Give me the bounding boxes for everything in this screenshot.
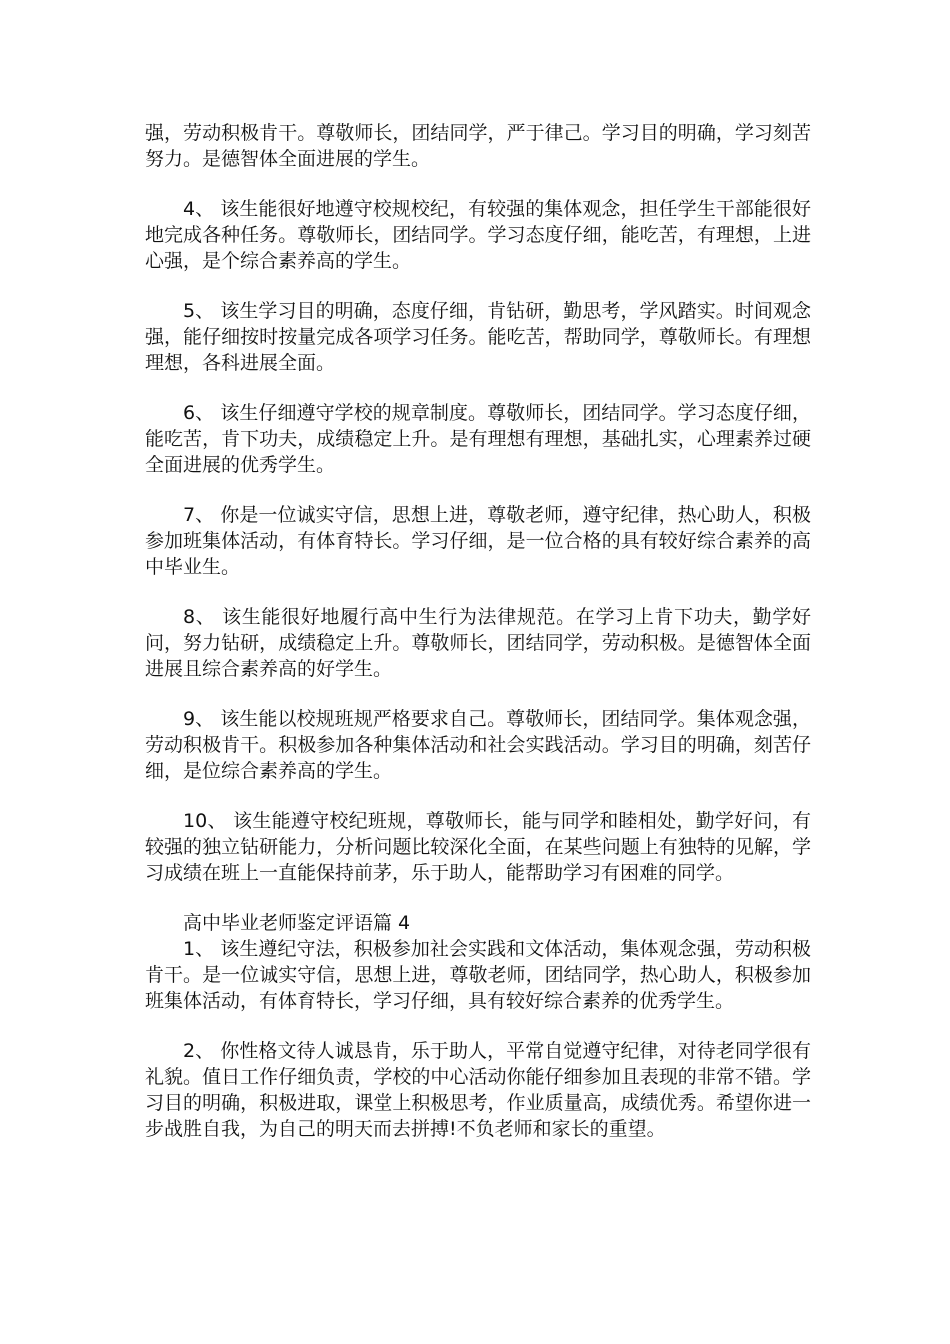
paragraph-item-9: 9、 该生能以校规班规严格要求自己。尊敬师长，团结同学。集体观念强，劳动积极肯干。积极参加各种集体活动和社会实践活动。学习目的明确，刻苦仔细，是位综合素养高的学生。 — [145, 708, 811, 782]
paragraph-item-6: 6、 该生仔细遵守学校的规章制度。尊敬师长，团结同学。学习态度仔细，能吃苦，肯下功夫，成绩稳定上升。是有理想有理想，基础扎实，心理素养过硬全面进展的优秀学生。 — [145, 402, 811, 476]
paragraph-section-item-2: 2、 你性格文待人诚恳肯，乐于助人，平常自觉遵守纪律，对待老同学很有礼貌。值日工作仔细负责，学校的中心活动你能仔细参加且表现的非常不错。学习目的明确，积极进取，课堂上积极思考，作业质量高，成绩优秀。希望你进一步战胜自我，为自己的明天而去拼搏!不负老师和家长的重望。 — [145, 1040, 811, 1140]
paragraph-section-item-1: 1、 该生遵纪守法，积极参加社会实践和文体活动，集体观念强，劳动积极肯干。是一位诚实守信，思想上进，尊敬老师，团结同学，热心助人，积极参加班集体活动，有体育特长，学习仔细，具有较好综合素养的优秀学生。 — [145, 938, 811, 1012]
paragraph-continued: 强，劳动积极肯干。尊敬师长，团结同学，严于律己。学习目的明确，学习刻苦努力。是德智体全面进展的学生。 — [145, 122, 811, 170]
paragraph-item-5: 5、 该生学习目的明确，态度仔细，肯钻研，勤思考，学风踏实。时间观念强，能仔细按时按量完成各项学习任务。能吃苦，帮助同学，尊敬师长。有理想理想，各科进展全面。 — [145, 300, 811, 374]
paragraph-item-4: 4、 该生能很好地遵守校规校纪，有较强的集体观念，担任学生干部能很好地完成各种任务。尊敬师长，团结同学。学习态度仔细，能吃苦，有理想，上进心强，是个综合素养高的学生。 — [145, 198, 811, 272]
paragraph-item-8: 8、 该生能很好地履行高中生行为法律规范。在学习上肯下功夫，勤学好问，努力钻研，成绩稳定上升。尊敬师长，团结同学，劳动积极。是德智体全面进展且综合素养高的好学生。 — [145, 606, 811, 680]
document-body — [145, 120, 811, 1142]
paragraph-item-7: 7、 你是一位诚实守信，思想上进，尊敬老师，遵守纪律，热心助人，积极参加班集体活动，有体育特长。学习仔细，是一位合格的具有较好综合素养的高中毕业生。 — [145, 504, 811, 578]
section-heading: 高中毕业老师鉴定评语篇 4 — [183, 912, 411, 934]
paragraph-item-10: 10、 该生能遵守校纪班规，尊敬师长，能与同学和睦相处，勤学好问，有较强的独立钻研能力，分析问题比较深化全面，在某些问题上有独特的见解，学习成绩在班上一直能保持前茅，乐于助人，能帮助学习有困难的同学。 — [145, 810, 811, 884]
